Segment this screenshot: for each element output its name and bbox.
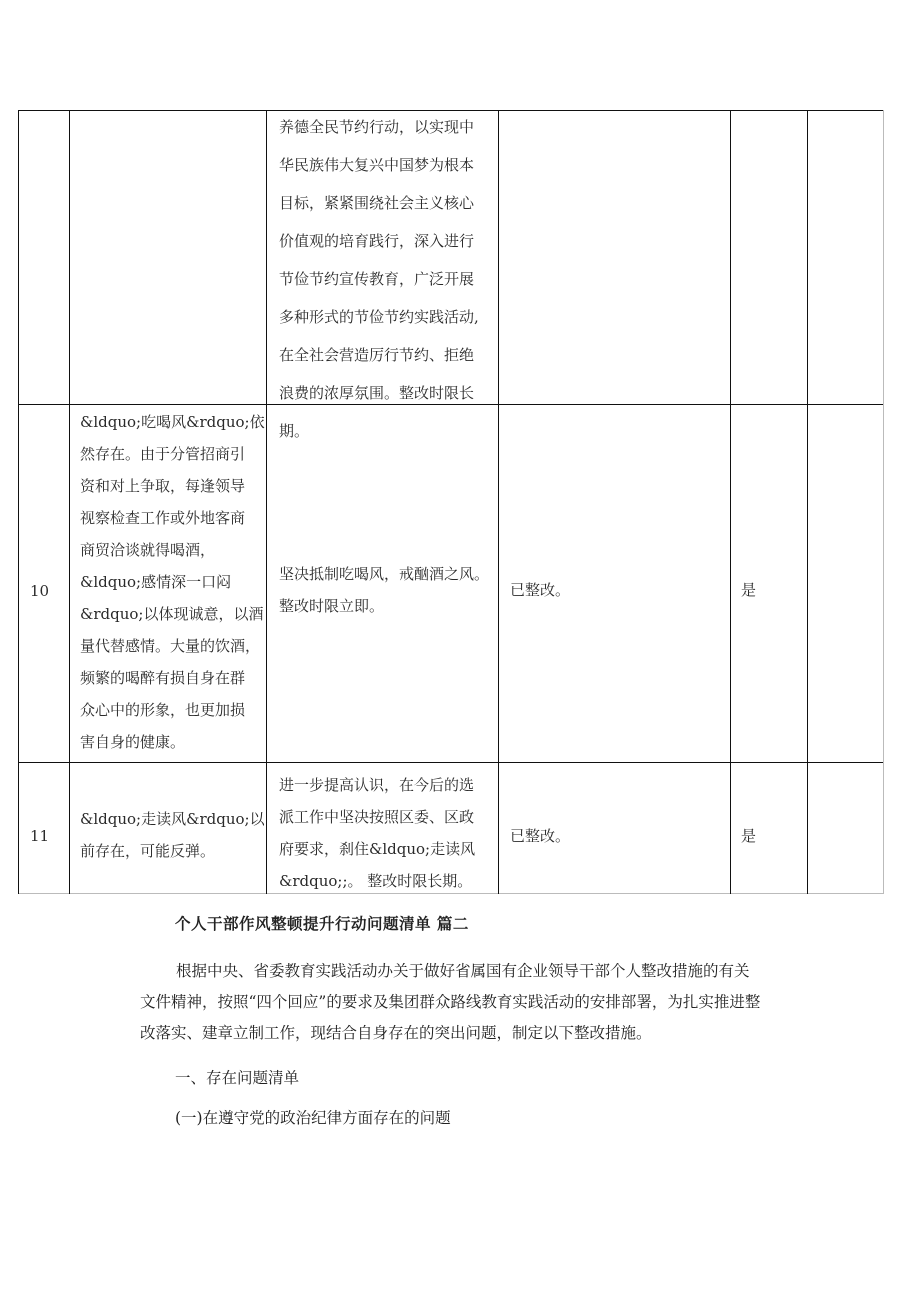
done-cell: 是 (741, 827, 757, 845)
measure-line: 整改时限立即。 (279, 597, 385, 615)
measure-line: 进一步提高认识，在今后的选 (279, 776, 475, 794)
problem-line: 众心中的形象，也更加损 (80, 701, 246, 719)
table-rule (18, 110, 19, 894)
problem-line: &rdquo;以体现诚意，以酒 (80, 605, 264, 623)
body-paragraph (140, 956, 800, 1049)
measure-line: 节俭节约宣传教育，广泛开展 (279, 270, 475, 288)
measure-cell (279, 772, 503, 894)
problem-line: 前存在，可能反弹。 (80, 842, 216, 860)
problem-line: 量代替感情。大量的饮酒， (80, 637, 261, 655)
problem-line: 然存在。由于分管招商引 (80, 445, 246, 463)
table-rule (807, 110, 808, 894)
paragraph-line: 根据中央、省委教育实践活动办关于做好省属国有企业领导干部个人整改措施的有关 (176, 962, 750, 980)
status-cell: 已整改。 (510, 581, 571, 599)
table-rule (69, 110, 70, 894)
problem-line: 商贸洽谈就得喝酒， (80, 541, 216, 559)
problem-line: &ldquo;走读风&rdquo;以 (80, 810, 265, 828)
measure-line: 府要求，刹住&ldquo;走读风 (279, 840, 476, 858)
problem-line: &ldquo;吃喝风&rdquo;依 (80, 413, 265, 431)
measure-line: 华民族伟大复兴中国梦为根本 (279, 156, 475, 174)
done-cell: 是 (741, 581, 757, 599)
measure-line: 派工作中坚决按照区委、区政 (279, 808, 475, 826)
measure-line: 目标，紧紧围绕社会主义核心 (279, 194, 475, 212)
measure-line: 多种形式的节俭节约实践活动, (279, 308, 479, 326)
problem-line: 资和对上争取，每逢领导 (80, 477, 246, 495)
measure-line: 价值观的培育践行，深入进行 (279, 232, 475, 250)
paragraph-line: 改落实、建章立制工作，现结合自身存在的突出问题，制定以下整改措施。 (140, 1024, 652, 1042)
measure-line: 在全社会营造厉行节约、拒绝 (279, 346, 475, 364)
problem-line: 频繁的喝醉有损自身在群 (80, 669, 246, 687)
table-rule (730, 110, 731, 894)
problem-line: 害自身的健康。 (80, 733, 186, 751)
row-number: 11 (30, 827, 50, 845)
status-cell: 已整改。 (510, 827, 571, 845)
row-number: 10 (30, 582, 50, 600)
table-rule (883, 110, 884, 894)
table-rule (18, 110, 884, 111)
table-rule (18, 762, 884, 763)
measure-cell (279, 561, 503, 619)
list-heading: 一、存在问题清单 (175, 1069, 300, 1087)
measure-line: 浪费的浓厚氛围。整改时限长 (279, 384, 475, 402)
section-heading: 个人干部作风整顿提升行动问题清单 篇二 (175, 914, 469, 933)
paragraph-line: 文件精神，按照“四个回应”的要求及集团群众路线教育实践活动的安排部署，为扎实推进整 (140, 993, 761, 1011)
rectification-table (18, 110, 884, 894)
problem-cell (80, 806, 270, 864)
sub-heading: (一)在遵守党的政治纪律方面存在的问题 (175, 1109, 451, 1127)
measure-line: &rdquo;;。 整改时限长期。 (279, 872, 473, 890)
problem-cell (80, 409, 270, 755)
measure-line: 期。 (279, 422, 310, 440)
problem-line: &ldquo;感情深一口闷 (80, 573, 232, 591)
problem-line: 视察检查工作或外地客商 (80, 509, 246, 527)
measure-line: 养德全民节约行动，以实现中 (279, 118, 475, 136)
measure-line: 坚决抵制吃喝风，戒酗酒之风。 (279, 565, 490, 583)
table-row (279, 114, 499, 444)
